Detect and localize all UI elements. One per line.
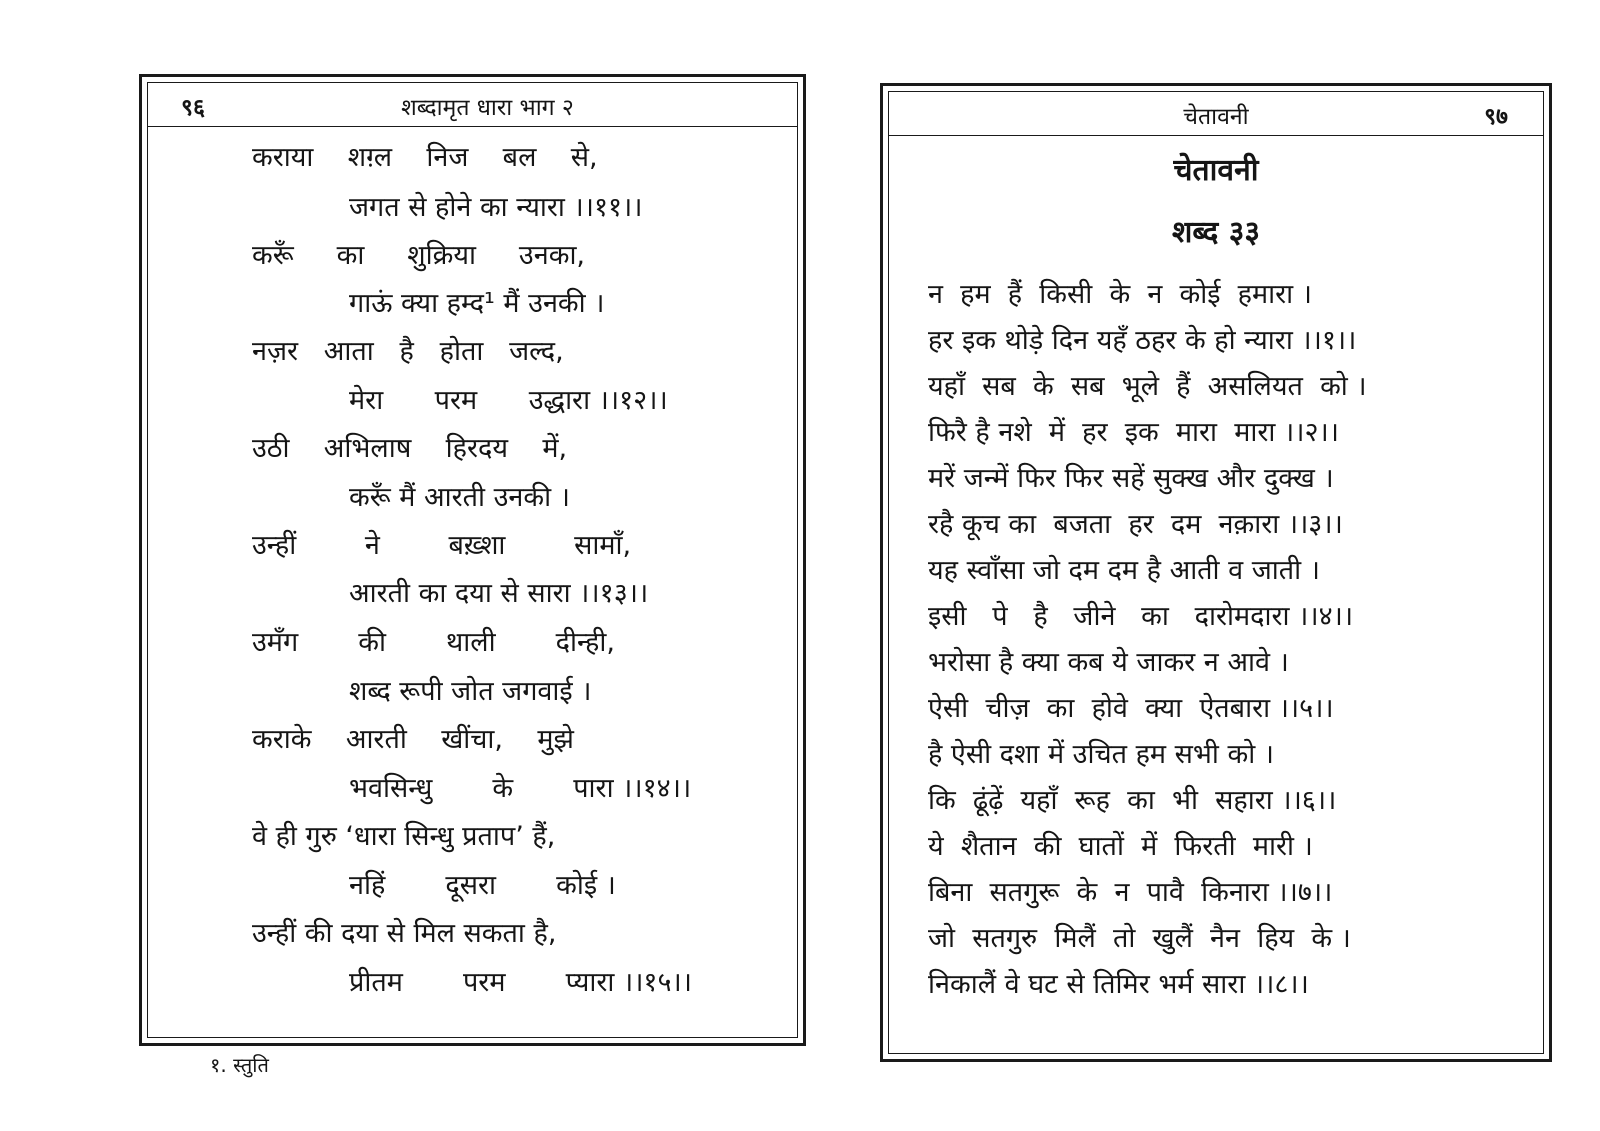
verse-line: हर इक थोड़े दिन यहँ ठहर के हो न्यारा ।।१।।	[928, 325, 1357, 356]
verse-line: करूँ का शुक्रिया उनका,	[252, 240, 586, 271]
verse-line: जो सतगुरु मिलैं तो खुलैं नैन हिय के ।	[928, 923, 1351, 954]
verse-line: बिना सतगुरू के न पावै किनारा ।।७।।	[928, 877, 1333, 908]
section-heading: चेतावनी	[1173, 153, 1259, 188]
verse-line: निकालैं वे घट से तिमिर भर्म सारा ।।८।।	[928, 969, 1309, 1000]
verse-line: यह स्वाँसा जो दम दम है आती व जाती ।	[928, 555, 1320, 586]
verse-line: प्रीतम परम प्यारा ।।१५।।	[349, 967, 692, 998]
verse-line: है ऐसी दशा में उचित हम सभी को ।	[928, 739, 1275, 770]
footnote: १. स्तुति	[210, 1053, 269, 1077]
verse-line: कराके आरती खींचा, मुझे	[252, 724, 574, 755]
verse-line: न हम हैं किसी के न कोई हमारा ।	[928, 279, 1312, 310]
left-page-number: ९६	[181, 95, 205, 121]
verse-line: उमँग की थाली दीन्ही,	[252, 627, 615, 658]
verse-line: उन्हीं की दया से मिल सकता है,	[252, 918, 557, 949]
verse-line: करूँ मैं आरती उनकी ।	[349, 482, 570, 513]
left-page	[139, 74, 806, 1046]
verse-line: भवसिन्धु के पारा ।।१४।।	[349, 773, 692, 804]
shabd-number: शब्द ३३	[1172, 215, 1260, 250]
verse-line: नज़र आता है होता जल्द,	[252, 336, 564, 367]
verse-line: कराया शग़्ल निज बल से,	[252, 142, 598, 173]
verse-line: ऐसी चीज़ का होवे क्या ऐतबारा ।।५।।	[928, 693, 1334, 724]
left-page-header-title: शब्दामृत धारा भाग २	[401, 95, 574, 121]
right-page-number: ९७	[1484, 104, 1508, 130]
verse-line: शब्द रूपी जोत जगवाई ।	[349, 676, 592, 707]
verse-line: नहिं दूसरा कोई ।	[349, 870, 616, 901]
verse-line: ये शैतान की घातों में फिरती मारी ।	[928, 831, 1313, 862]
verse-line: रहै कूच का बजता हर दम नक़ारा ।।३।।	[928, 509, 1343, 540]
verse-line: फिरै है नशे में हर इक मारा मारा ।।२।।	[928, 417, 1339, 448]
verse-line: मरें जन्में फिर फिर सहें सुक्ख और दुक्ख ।	[928, 463, 1334, 494]
right-page-header-title: चेतावनी	[1183, 104, 1249, 130]
verse-line: भरोसा है क्या कब ये जाकर न आवे ।	[928, 647, 1289, 678]
verse-line: मेरा परम उद्धारा ।।१२।।	[349, 385, 668, 416]
verse-line: कि ढूंढ़ें यहाँ रूह का भी सहारा ।।६।।	[928, 785, 1337, 816]
verse-line: आरती का दया से सारा ।।१३।।	[349, 578, 649, 609]
right-page-header	[888, 91, 1544, 136]
verse-line: वे ही गुरु ‘धारा सिन्धु प्रताप’ हैं,	[252, 821, 556, 852]
verse-line: उठी अभिलाष हिरदय में,	[252, 433, 568, 464]
verse-line: गाऊं क्या हम्द¹ मैं उनकी ।	[349, 288, 605, 319]
verse-line: उन्हीं ने बख़्शा सामाँ,	[252, 530, 632, 561]
left-page-header	[147, 82, 798, 127]
verse-line: इसी पे है जीने का दारोमदारा ।।४।।	[928, 601, 1354, 632]
verse-line: यहाँ सब के सब भूले हैं असलियत को ।	[928, 371, 1367, 402]
verse-line: जगत से होने का न्यारा ।।११।।	[349, 192, 643, 223]
right-page	[880, 83, 1552, 1062]
